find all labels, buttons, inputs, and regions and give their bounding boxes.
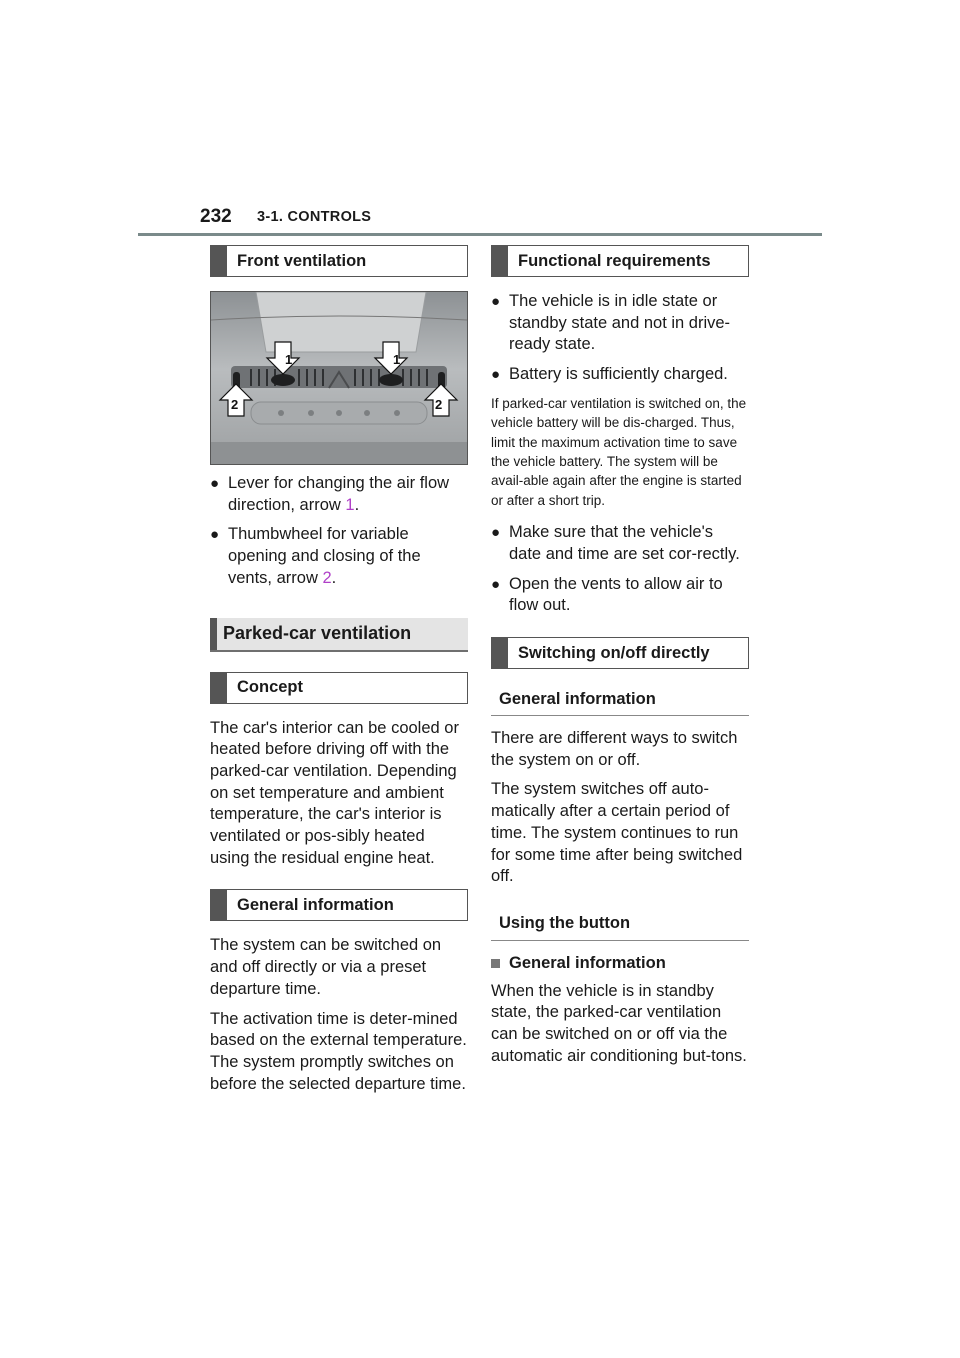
heading-functional-requirements: Functional requirements	[491, 245, 749, 277]
section-parked-car-ventilation: Parked-car ventilation	[210, 618, 468, 652]
square-heading: General information	[491, 953, 749, 975]
subheading-using-the-button: Using the button	[491, 908, 749, 941]
heading-concept: Concept	[210, 672, 468, 704]
list-item: ● Lever for changing the air flow direction, arrow 1.	[210, 474, 450, 514]
square-bullet-icon	[491, 959, 500, 968]
heading-front-ventilation: Front ventilation	[210, 245, 468, 277]
subheading-general-information: General information	[491, 683, 749, 716]
list-item: ● Thumbwheel for variable opening and closing of the vents, arrow 2.	[210, 525, 421, 587]
vent-figure	[210, 291, 468, 465]
figure-label-1a: 1	[285, 352, 293, 367]
header-rule	[138, 233, 822, 236]
heading-switching-on-off: Switching on/off directly	[491, 637, 749, 669]
list-item: ● Battery is sufficiently charged.	[491, 365, 728, 384]
list-item: ● The vehicle is in idle state or standby state and not in drive-ready state.	[491, 292, 731, 354]
switch-text-2: The system switches off auto-matically after a certain period of time. The system continues to run for some time after being switched off.	[491, 780, 743, 886]
general-text-2: The activation time is deter-mined based on the external temperature. The system promptly switches on before the selected departure time.	[210, 1009, 467, 1093]
switch-text-1: There are different ways to switch the system on or off.	[491, 729, 738, 769]
figure-label-1b: 1	[393, 352, 401, 367]
list-item: ● Open the vents to allow air to flow out.	[491, 574, 723, 615]
figure-label-2b: 2	[435, 397, 443, 412]
page-number: 232	[200, 206, 232, 227]
heading-general-information: General information	[210, 889, 468, 921]
note-text: If parked-car ventilation is switched on, the vehicle battery will be dis-charged. Thus, limit the maximum activation time to save the vehicle battery. The system will be avail-able again after the engine is started or after a short trip.	[491, 395, 747, 508]
chapter-title: 3-1. CONTROLS	[257, 209, 372, 225]
button-text: When the vehicle is in standby state, the parked-car ventilation can be switched on or off via the automatic air conditioning but-tons.	[491, 981, 747, 1065]
list-item: ● Make sure that the vehicle's date and time are set cor-rectly.	[491, 523, 740, 563]
concept-text: The car's interior can be cooled or heated before driving off with the parked-car ventilation. Depending on set temperature and ambient temperature, the car's interior is ventilated or pos-sibly heated using the residual engine heat.	[210, 718, 459, 867]
general-text-1: The system can be switched on and off directly or via a preset departure time.	[210, 936, 442, 998]
right-column	[491, 245, 749, 1076]
left-column	[210, 245, 468, 1103]
figure-label-2a: 2	[231, 397, 239, 412]
